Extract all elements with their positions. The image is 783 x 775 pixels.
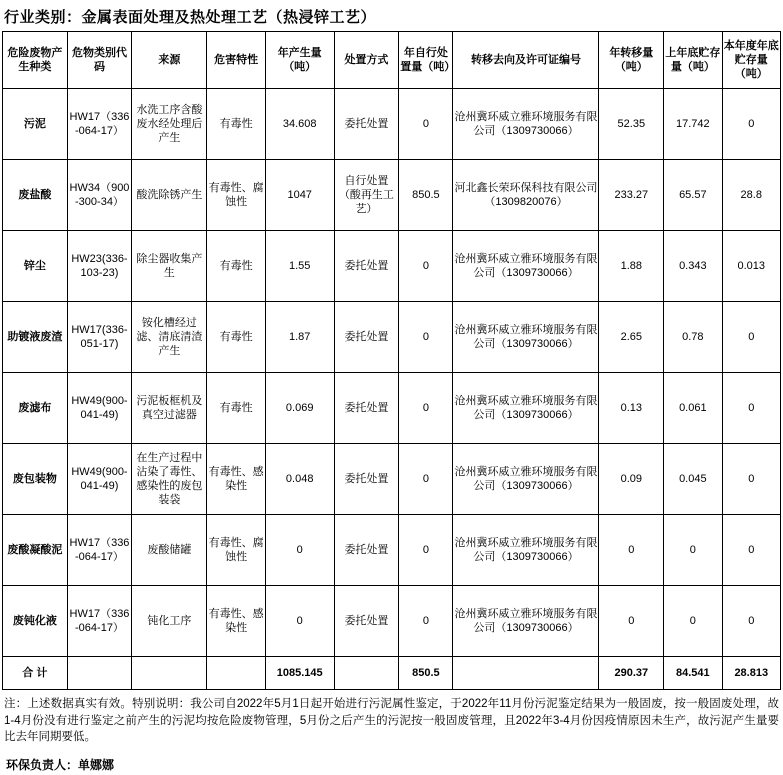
cell-waste-type: 锌尘	[3, 231, 68, 302]
cell-last-year-stock: 17.742	[664, 89, 722, 160]
cell-waste-type: 废酸凝酸泥	[3, 515, 68, 586]
cell-transfer-amount: 0.13	[599, 373, 664, 444]
cell-source: 酸洗除锈产生	[132, 160, 207, 231]
col-header-transfer-amount: 年转移量（吨）	[599, 32, 664, 89]
col-header-this-year-stock: 本年度年底贮存量（吨）	[722, 32, 780, 89]
table-row	[3, 373, 781, 444]
cell-last-year-stock: 0.343	[664, 231, 722, 302]
cell-self-disposal: 0	[399, 515, 453, 586]
cell-this-year-stock: 0	[722, 373, 780, 444]
cell-transfer-destination: 沧州冀环威立雅环境服务有限公司（1309730066）	[453, 373, 599, 444]
col-header-source: 来源	[132, 32, 207, 89]
table-row	[3, 302, 781, 373]
cell-last-year-stock: 0.061	[664, 373, 722, 444]
table-row	[3, 231, 781, 302]
cell-hazard: 有毒性	[207, 373, 265, 444]
cell-hazard: 有毒性、感染性	[207, 444, 265, 515]
cell-annual-output: 0.048	[265, 444, 334, 515]
cell-annual-output: 0	[265, 515, 334, 586]
cell-hazard: 有毒性、腐蚀性	[207, 515, 265, 586]
cell-this-year-stock: 0	[722, 515, 780, 586]
table-total-row	[3, 657, 781, 690]
col-header-hazard: 危害特性	[207, 32, 265, 89]
cell-source: 在生产过程中沾染了毒性、感染性的废包装袋	[132, 444, 207, 515]
cell-this-year-stock: 0.013	[722, 231, 780, 302]
cell-transfer-amount: 1.88	[599, 231, 664, 302]
total-blank-hazard	[207, 657, 265, 690]
signature-line: 环保负责人：单娜娜	[6, 758, 115, 773]
cell-disposal-method: 委托处置	[334, 89, 399, 160]
total-transfer-amount: 290.37	[599, 657, 664, 690]
cell-transfer-destination: 沧州冀环威立雅环境服务有限公司（1309730066）	[453, 515, 599, 586]
cell-waste-type: 废包装物	[3, 444, 68, 515]
col-header-waste-code: 危物类别代码	[67, 32, 132, 89]
cell-this-year-stock: 0	[722, 89, 780, 160]
cell-transfer-destination: 河北鑫长荣环保科技有限公司（1309820076）	[453, 160, 599, 231]
cell-transfer-amount: 52.35	[599, 89, 664, 160]
cell-last-year-stock: 0	[664, 586, 722, 657]
total-blank-transfer-destination	[453, 657, 599, 690]
cell-source: 钝化工序	[132, 586, 207, 657]
total-this-year-stock: 28.813	[722, 657, 780, 690]
cell-waste-type: 废钝化液	[3, 586, 68, 657]
table-row	[3, 89, 781, 160]
cell-disposal-method: 自行处置（酸再生工艺）	[334, 160, 399, 231]
cell-annual-output: 1.55	[265, 231, 334, 302]
cell-transfer-amount: 0	[599, 586, 664, 657]
cell-disposal-method: 委托处置	[334, 444, 399, 515]
cell-transfer-destination: 沧州冀环威立雅环境服务有限公司（1309730066）	[453, 586, 599, 657]
cell-annual-output: 0	[265, 586, 334, 657]
cell-this-year-stock: 0	[722, 444, 780, 515]
table-row	[3, 160, 781, 231]
col-header-waste-type: 危险废物产生种类	[3, 32, 68, 89]
cell-disposal-method: 委托处置	[334, 302, 399, 373]
cell-source: 铵化槽经过滤、清底清渣产生	[132, 302, 207, 373]
cell-hazard: 有毒性、感染性	[207, 586, 265, 657]
cell-disposal-method: 委托处置	[334, 231, 399, 302]
cell-annual-output: 1047	[265, 160, 334, 231]
total-last-year-stock: 84.541	[664, 657, 722, 690]
cell-transfer-amount: 0	[599, 515, 664, 586]
cell-transfer-amount: 0.09	[599, 444, 664, 515]
cell-self-disposal: 850.5	[399, 160, 453, 231]
cell-this-year-stock: 0	[722, 302, 780, 373]
cell-hazard: 有毒性	[207, 89, 265, 160]
cell-waste-type: 助镀液废渣	[3, 302, 68, 373]
cell-transfer-amount: 233.27	[599, 160, 664, 231]
cell-disposal-method: 委托处置	[334, 515, 399, 586]
cell-waste-code: HW49(900-041-49)	[67, 373, 132, 444]
cell-self-disposal: 0	[399, 89, 453, 160]
total-blank-disposal	[334, 657, 399, 690]
cell-source: 污泥板框机及真空过滤器	[132, 373, 207, 444]
cell-source: 水洗工序含酸废水经处理后产生	[132, 89, 207, 160]
cell-this-year-stock: 28.8	[722, 160, 780, 231]
cell-waste-code: HW49(900-041-49)	[67, 444, 132, 515]
col-header-transfer-destination: 转移去向及许可证编号	[453, 32, 599, 89]
cell-transfer-amount: 2.65	[599, 302, 664, 373]
cell-annual-output: 1.87	[265, 302, 334, 373]
col-header-annual-output: 年产生量（吨）	[265, 32, 334, 89]
cell-last-year-stock: 65.57	[664, 160, 722, 231]
table-row	[3, 515, 781, 586]
total-label: 合 计	[3, 657, 68, 690]
page-title: 行业类别：金属表面处理及热处理工艺（热浸锌工艺）	[4, 9, 377, 26]
cell-transfer-destination: 沧州冀环威立雅环境服务有限公司（1309730066）	[453, 444, 599, 515]
cell-hazard: 有毒性	[207, 302, 265, 373]
cell-annual-output: 34.608	[265, 89, 334, 160]
cell-hazard: 有毒性	[207, 231, 265, 302]
cell-last-year-stock: 0.78	[664, 302, 722, 373]
cell-transfer-destination: 沧州冀环威立雅环境服务有限公司（1309730066）	[453, 89, 599, 160]
cell-waste-code: HW34（900-300-34）	[67, 160, 132, 231]
cell-waste-type: 污泥	[3, 89, 68, 160]
table-header-row	[3, 32, 781, 89]
cell-last-year-stock: 0	[664, 515, 722, 586]
cell-self-disposal: 0	[399, 373, 453, 444]
cell-waste-type: 废滤布	[3, 373, 68, 444]
cell-disposal-method: 委托处置	[334, 373, 399, 444]
cell-self-disposal: 0	[399, 231, 453, 302]
cell-transfer-destination: 沧州冀环威立雅环境服务有限公司（1309730066）	[453, 302, 599, 373]
cell-waste-code: HW17（336-064-17）	[67, 586, 132, 657]
hazardous-waste-table	[2, 31, 781, 690]
cell-source: 废酸储罐	[132, 515, 207, 586]
cell-self-disposal: 0	[399, 302, 453, 373]
cell-waste-code: HW23(336-103-23)	[67, 231, 132, 302]
cell-annual-output: 0.069	[265, 373, 334, 444]
total-self-disposal: 850.5	[399, 657, 453, 690]
total-annual-output: 1085.145	[265, 657, 334, 690]
total-blank-code	[67, 657, 132, 690]
cell-hazard: 有毒性、腐蚀性	[207, 160, 265, 231]
cell-disposal-method: 委托处置	[334, 586, 399, 657]
cell-self-disposal: 0	[399, 586, 453, 657]
col-header-last-year-stock: 上年底贮存量（吨）	[664, 32, 722, 89]
cell-self-disposal: 0	[399, 444, 453, 515]
cell-waste-code: HW17(336-051-17)	[67, 302, 132, 373]
total-blank-source	[132, 657, 207, 690]
cell-last-year-stock: 0.045	[664, 444, 722, 515]
cell-transfer-destination: 沧州冀环威立雅环境服务有限公司（1309730066）	[453, 231, 599, 302]
cell-waste-code: HW17（336-064-17）	[67, 89, 132, 160]
col-header-disposal-method: 处置方式	[334, 32, 399, 89]
col-header-self-disposal: 年自行处置量（吨）	[399, 32, 453, 89]
table-row	[3, 586, 781, 657]
cell-waste-code: HW17（336-064-17）	[67, 515, 132, 586]
cell-waste-type: 废盐酸	[3, 160, 68, 231]
table-row	[3, 444, 781, 515]
cell-source: 除尘器收集产生	[132, 231, 207, 302]
cell-this-year-stock: 0	[722, 586, 780, 657]
notes-text: 注：上述数据真实有效。特别说明：我公司自2022年5月1日起开始进行污泥属性鉴定，于2022年11月份污泥鉴定结果为一般固废，按一般固废处理，故1-4月份没有进行鉴定之前产生的污泥均按危险废物管理，5月份之后产生的污泥按一般固废管理，且2022年3-4月份因疫情原因未生产，故污泥产生量要比去年同期要低。	[4, 698, 779, 744]
